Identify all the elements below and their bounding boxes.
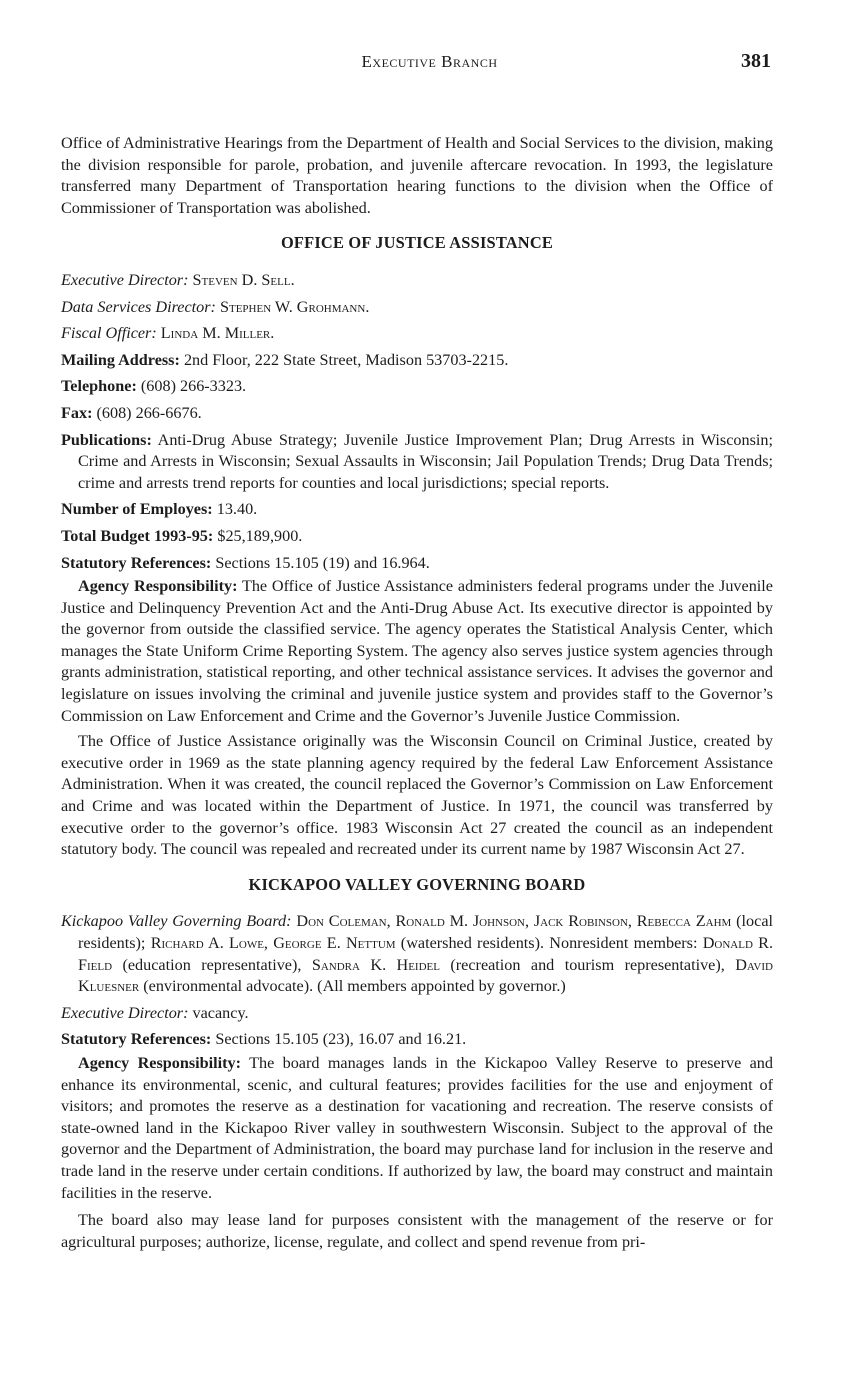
board-member-field: Donald R. Field <box>78 934 774 974</box>
statutory-label: Statutory References: <box>61 553 212 572</box>
publications-value: Anti-Drug Abuse Strategy; Juvenile Justice Improvement Plan; Drug Arrests in Wisconsin; Crime and Arrests in Wisconsin; Sexual Assaults in Wisconsin; Jail Population Trends; Drug Data Trends; crime and arrests trend reports for counties and local jurisdictions; special reports. <box>78 430 773 492</box>
intro-paragraph: Office of Administrative Hearings from the Department of Health and Social Services to the division, making the division responsible for parole, probation, and juvenile aftercare revocation. In 1993, the legislature transferred many Department of Transportation hearing functions to the division when the Office of Commissioner of Transportation was abolished. <box>61 134 773 217</box>
running-title: Executive Branch <box>361 52 498 71</box>
executive-director-value: Steven D. Sell. <box>192 270 295 289</box>
board-kluesner-note: (environmental advocate). (All members appointed by governor.) <box>139 977 566 996</box>
employees-value: 13.40. <box>216 500 258 519</box>
fiscal-officer-label: Fiscal Officer: <box>61 324 157 343</box>
oja-data-services-director <box>61 297 773 319</box>
oja-budget <box>61 526 773 548</box>
kickapoo-heading: KICKAPOO VALLEY GOVERNING BOARD <box>248 874 586 894</box>
oja-agency-responsibility <box>61 576 773 727</box>
oja-employees <box>61 499 773 521</box>
kickapoo-responsibility-text: The board manages lands in the Kickapoo Valley Reserve to preserve and enhance its environmental, scenic, and cultural features; provides facilities for the use and enjoyment of visitors; and promotes the reserve as a destination for vacationing and recreation. The reserve consists of state-owned land in the Kickapoo River valley in southwestern Wisconsin. Subject to the approval of the governor and the Department of Administration, the board may purchase land for inclusion in the reserve and trade land in the reserve under certain conditions. If authorized by law, the board may construct and maintain facilities in the reserve. <box>61 1053 773 1202</box>
board-local-note: (local residents); <box>78 912 773 952</box>
kickapoo-statutory-value: Sections 15.105 (23), 16.07 and 16.21. <box>215 1030 467 1049</box>
budget-value: $25,189,900. <box>217 526 303 545</box>
board-member-heidel: Sandra K. Heidel <box>311 955 440 974</box>
fax-value: (608) 266-6676. <box>96 403 202 422</box>
kickapoo-executive-director-value: vacancy. <box>192 1003 249 1022</box>
kickapoo-statutory-label: Statutory References: <box>61 1030 212 1049</box>
oja-telephone <box>61 376 773 398</box>
page-number: 381 <box>741 50 771 72</box>
board-local-members: Don Coleman, Ronald M. Johnson, Jack Robinson, Rebecca Zahm <box>296 912 732 931</box>
oja-publications <box>61 430 773 495</box>
kickapoo-agency-responsibility <box>61 1053 773 1204</box>
statutory-value: Sections 15.105 (19) and 16.964. <box>215 553 430 572</box>
board-watershed-note: (watershed residents). Nonresident members: <box>395 934 703 952</box>
data-services-label: Data Services Director: <box>61 297 216 316</box>
publications-label: Publications: <box>61 430 152 449</box>
responsibility-text: The Office of Justice Assistance administers federal programs under the Juvenile Justice and Delinquency Prevention Act and the Anti-Drug Abuse Act. Its executive director is appointed by the governor from outside the classified service. The agency operates the Statistical Analysis Center, which manages the State Uniform Crime Reporting System. The agency also serves justice system agencies through grants administration, statistical reporting, and other technical assistance services. It advises the governor and legislature on issues involving the criminal and juvenile justice system and provides staff to the Governor’s Commission on Law Enforcement and Crime and the Governor’s Juvenile Justice Commission. <box>61 577 773 725</box>
responsibility-label: Agency Responsibility: <box>78 577 238 596</box>
oja-history: The Office of Justice Assistance originally was the Wisconsin Council on Criminal Justice, created by executive order in 1969 as the state planning agency required by the federal Law Enforcement Assistance Administration. When it was created, the council replaced the Governor’s Commission on Law Enforcement and Crime and was located within the Department of Justice. In 1971, the council was transferred by executive order to the governor’s office. 1983 Wisconsin Act 27 created the council as an independent statutory body. The council was repealed and recreated under its current name by 1987 Wisconsin Act 27. <box>61 732 773 859</box>
kickapoo-board-members <box>61 911 773 997</box>
budget-label: Total Budget 1993-95: <box>61 526 214 545</box>
fax-label: Fax: <box>61 403 93 422</box>
oja-heading: OFFICE OF JUSTICE ASSISTANCE <box>280 233 553 253</box>
kickapoo-executive-director-label: Executive Director: <box>61 1003 189 1022</box>
data-services-value: Stephen W. Grohmann. <box>219 297 370 316</box>
board-field-note: (education representative), <box>112 955 312 974</box>
kickapoo-executive-director <box>61 1003 773 1025</box>
oja-executive-director <box>61 270 773 292</box>
oja-fiscal-officer <box>61 323 773 345</box>
telephone-label: Telephone: <box>61 377 137 396</box>
oja-mailing-address <box>61 350 773 372</box>
fiscal-officer-value: Linda M. Miller. <box>160 324 275 343</box>
kickapoo-responsibility-label: Agency Responsibility: <box>78 1053 242 1072</box>
kickapoo-statutory-references <box>61 1029 773 1051</box>
telephone-value: (608) 266-3323. <box>140 377 247 396</box>
executive-director-label: Executive Director: <box>61 270 189 289</box>
board-watershed-members: Richard A. Lowe, George E. Nettum <box>150 934 396 952</box>
oja-fax <box>61 403 773 425</box>
board-label: Kickapoo Valley Governing Board: <box>61 912 292 931</box>
board-heidel-note: (recreation and tourism representative), <box>439 955 736 974</box>
mailing-label: Mailing Address: <box>61 350 180 369</box>
running-head <box>0 52 859 76</box>
mailing-value: 2nd Floor, 222 State Street, Madison 53703-2215. <box>183 350 509 369</box>
employees-label: Number of Employes: <box>61 500 213 519</box>
board-member-kluesner: David Kluesner <box>78 955 773 996</box>
page-body <box>61 133 773 1253</box>
kickapoo-lease-paragraph: The board also may lease land for purposes consistent with the management of the reserve or for agricultural purposes; authorize, license, regulate, and collect and spend revenue from pri- <box>61 1211 773 1251</box>
oja-statutory-references <box>61 553 773 575</box>
